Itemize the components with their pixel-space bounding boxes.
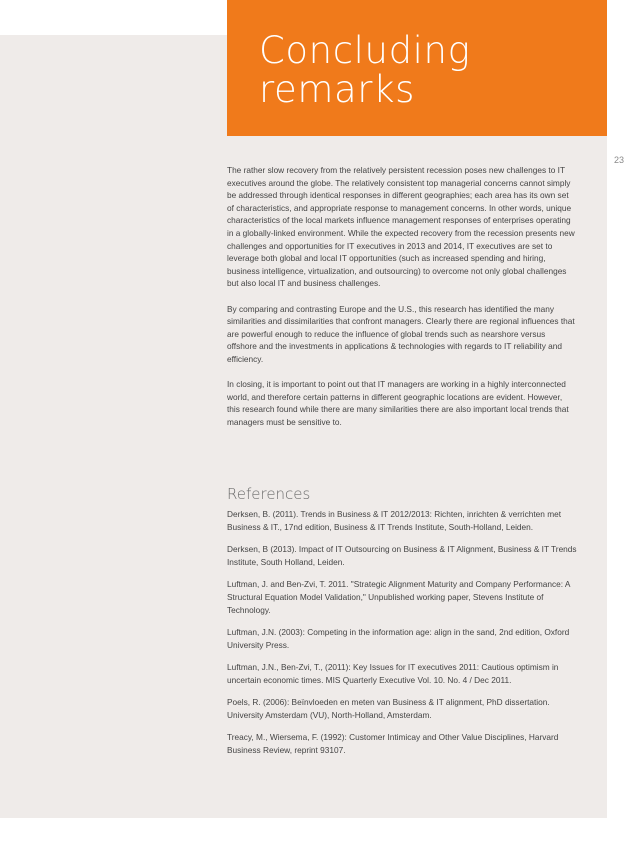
paragraph: The rather slow recovery from the relatively persistent recession poses new challenges to IT executives around the globe. The relatively consistent top managerial concerns cannot simply be addressed through identical responses in different geographies; each area has its own set of characteristics, and appropriate response to management concerns. In other words, unique characteristics of the local markets influence management responses of enterprises operating in a globally-linked environment. While the expected recovery from the recession presents new challenges and opportunities for IT executives in 2013 and 2014, IT executives are set to leverage both global and local IT opportunities (such as increased spending and hiring, business intelligence, virtualization, and outsourcing) to overcome not only global challenges but also local IT and business challenges. <box>227 165 575 289</box>
page-title-line-2: remarks <box>259 68 415 111</box>
paragraph: By comparing and contrasting Europe and the U.S., this research has identified the many similarities and dissimilarities that confront managers. Clearly there are regional influences that are powerful enough to reduce the influence of global trends such as nearshore versus offshore and the investments in applications & technologies with regards to IT reliability and efficiency. <box>227 303 575 364</box>
reference-item: Luftman, J. and Ben-Zvi, T. 2011. "Strategic Alignment Maturity and Company Performance: A Structural Equation Model Validation," Unpublished working paper, Stevens Institute of Technology. <box>227 579 570 615</box>
page-title-line-1: Concluding <box>259 29 471 72</box>
page-number: 23 <box>614 155 625 165</box>
reference-item: Poels, R. (2006): Beïnvloeden en meten van Business & IT alignment, PhD dissertation. University Amsterdam (VU), North-Holland, Amsterdam. <box>227 697 550 720</box>
references-list <box>227 508 577 766</box>
reference-item: Derksen, B. (2011). Trends in Business & IT 2012/2013: Richten, inrichten & verrichten met Business & IT., 17nd edition, Business & IT Trends Institute, South-Holland, Leiden. <box>227 509 562 532</box>
reference-item: Treacy, M., Wiersema, F. (1992): Customer Intimicay and Other Value Disciplines, Harvard Business Review, reprint 93107. <box>227 732 559 755</box>
page-title <box>259 31 470 109</box>
paragraph: In closing, it is important to point out that IT managers are working in a highly interconnected world, and therefore certain patterns in different geographic locations are evident. However, this research found while there are many similarities there are also important local trends that managers must be sensitive to. <box>227 379 569 427</box>
reference-item: Luftman, J.N., Ben-Zvi, T., (2011): Key Issues for IT executives 2011: Cautious optimism in uncertain economic times. MIS Quarterly Executive Vol. 10. No. 4 / Dec 2011. <box>227 662 559 685</box>
reference-item: Derksen, B (2013). Impact of IT Outsourcing on Business & IT Alignment, Business & IT Trends Institute, South Holland, Leiden. <box>227 544 577 567</box>
references-heading: References <box>227 485 311 503</box>
reference-item: Luftman, J.N. (2003): Competing in the information age: align in the sand, 2nd edition, Oxford University Press. <box>227 627 570 650</box>
body-text <box>227 164 575 441</box>
